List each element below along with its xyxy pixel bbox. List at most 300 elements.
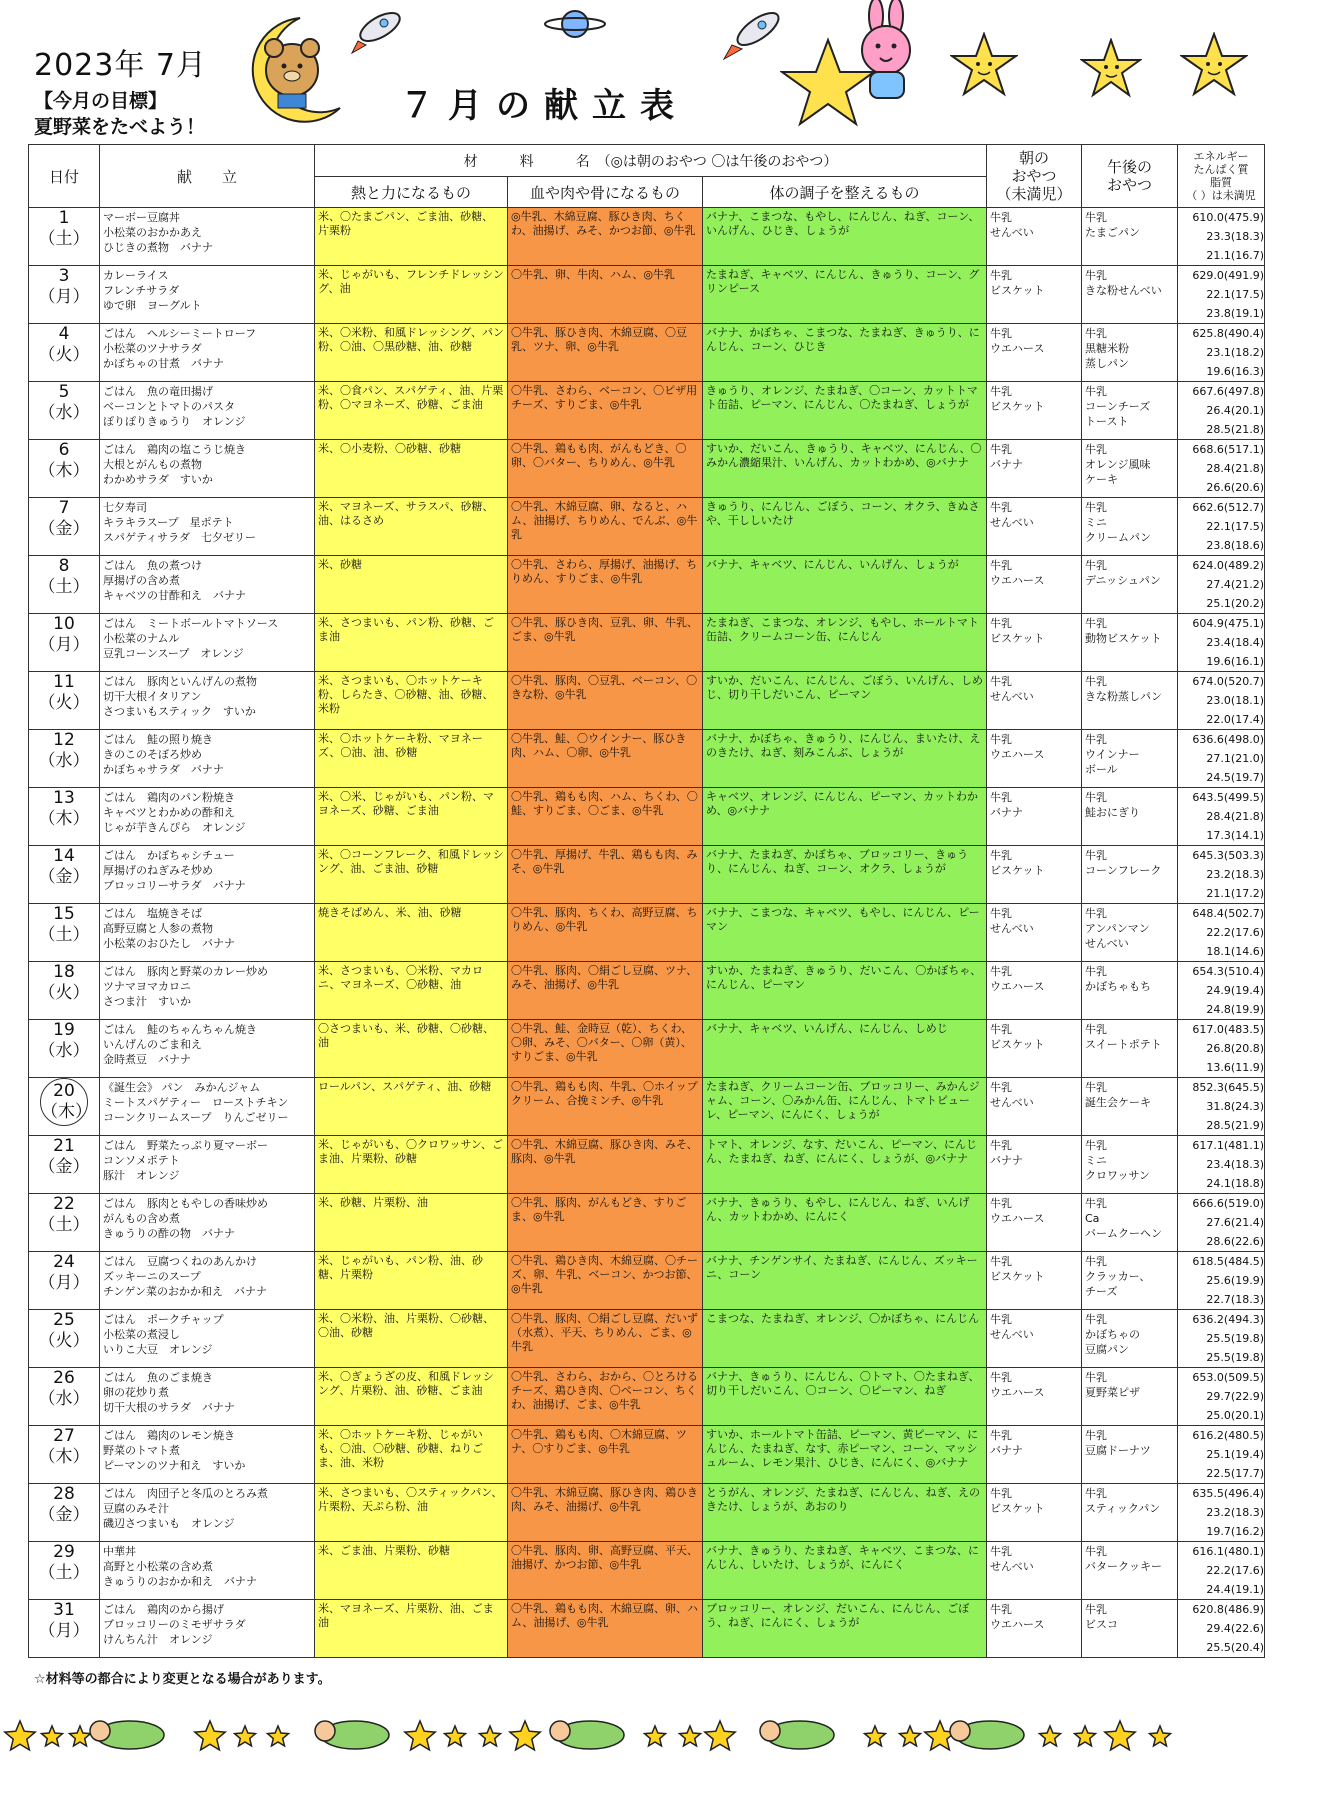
date-cell: [29, 730, 100, 788]
table-row: [29, 324, 1265, 382]
date-cell: [29, 266, 100, 324]
blood-foods-text: 〇牛乳、木綿豆腐、豚ひき肉、みそ、豚肉、◎牛乳: [511, 1138, 698, 1165]
body-foods-cell: [703, 904, 987, 962]
fat-value: 24.1(18.8): [1206, 1177, 1264, 1190]
table-row: [29, 1310, 1265, 1368]
morning-snack-text: 牛乳 バナナ: [990, 1139, 1023, 1167]
afternoon-snack-text: 牛乳 アンパンマン せんべい: [1085, 907, 1150, 950]
col-energy-header: 熱と力になるもの: [315, 177, 508, 208]
rocket-icon: [350, 5, 410, 55]
table-row: [29, 788, 1265, 846]
menu-cell: [100, 1136, 315, 1194]
day-of-week: （火）: [38, 693, 90, 713]
blood-foods-text: 〇牛乳、さわら、おから、〇とろけるチーズ、鶏ひき肉、〇ベーコン、ちくわ、油揚げ、ごま、◎牛乳: [511, 1370, 698, 1411]
date-cell: [29, 672, 100, 730]
protein-value: 27.1(21.0): [1206, 752, 1264, 765]
protein-value: 22.2(17.6): [1206, 1564, 1264, 1577]
energy-foods-cell: [315, 672, 508, 730]
energy-foods-cell: [315, 1136, 508, 1194]
afternoon-snack-cell: [1082, 556, 1178, 614]
fat-value: 22.0(17.4): [1206, 713, 1264, 726]
afternoon-snack-cell: [1082, 1136, 1178, 1194]
blood-foods-text: 〇牛乳、豚ひき肉、木綿豆腐、〇豆乳、ツナ、卵、◎牛乳: [511, 326, 687, 353]
morning-snack-text: 牛乳 ウエハース: [990, 1603, 1045, 1631]
blood-foods-text: 〇牛乳、豚肉、卵、高野豆腐、平天、油揚げ、かつお節、◎牛乳: [511, 1544, 698, 1571]
morning-snack-cell: [987, 614, 1082, 672]
table-row: [29, 1542, 1265, 1600]
body-foods-text: バナナ、キャベツ、いんげん、にんじん、しめじ: [706, 1022, 948, 1035]
menu-text: ごはん 豚肉といんげんの煮物 切干大根イタリアン さつまいもスティック すいか: [103, 675, 257, 718]
afternoon-snack-text: 牛乳 かぼちゃもち: [1085, 965, 1151, 993]
menu-cell: [100, 1484, 315, 1542]
energy-foods-cell: [315, 1020, 508, 1078]
nutrition-cell: [1178, 382, 1265, 440]
blood-foods-text: 〇牛乳、鶏ひき肉、木綿豆腐、〇チーズ、卵、牛乳、ベーコン、かつお節、◎牛乳: [511, 1254, 698, 1295]
date-cell: [29, 1078, 100, 1136]
date-cell: [29, 1368, 100, 1426]
protein-value: 29.7(22.9): [1206, 1390, 1264, 1403]
blood-foods-text: 〇牛乳、鶏もも肉、木綿豆腐、卵、ハム、油揚げ、◎牛乳: [511, 1602, 698, 1629]
morning-snack-text: 牛乳 ビスケット: [990, 1255, 1045, 1283]
day-of-week: （水）: [38, 1041, 90, 1061]
body-foods-text: きゅうり、オレンジ、たまねぎ、〇コーン、カットトマト缶詰、ピーマン、にんじん、〇たまねぎ、しょうが: [706, 384, 978, 411]
afternoon-snack-cell: [1082, 440, 1178, 498]
energy-kcal: 624.0(489.2): [1192, 559, 1264, 572]
fat-value: 28.5(21.8): [1206, 423, 1264, 436]
goal-label: 【今月の目標】: [34, 90, 168, 112]
date-cell: [29, 614, 100, 672]
date-cell: [29, 208, 100, 266]
nutrition-cell: [1178, 1368, 1265, 1426]
energy-foods-cell: [315, 1194, 508, 1252]
afternoon-snack-text: 牛乳 スティックパン: [1085, 1487, 1161, 1515]
afternoon-snack-text: 牛乳 きな粉せんべい: [1085, 269, 1162, 297]
energy-foods-cell: [315, 614, 508, 672]
star-icon: [480, 1726, 501, 1746]
protein-value: 23.1(18.2): [1206, 346, 1264, 359]
body-foods-cell: [703, 1310, 987, 1368]
morning-snack-cell: [987, 730, 1082, 788]
body-foods-text: バナナ、きゅうり、にんじん、〇トマト、〇たまねぎ、切り干しだいこん、〇コーン、〇ピーマン、ねぎ: [706, 1370, 980, 1397]
protein-value: 29.4(22.6): [1206, 1622, 1264, 1635]
nutrition-cell: [1178, 440, 1265, 498]
day-of-week: （水）: [38, 751, 90, 771]
energy-foods-cell: [315, 1310, 508, 1368]
body-foods-text: バナナ、きゅうり、もやし、にんじん、ねぎ、いんげん、カットわかめ、にんにく: [706, 1196, 970, 1223]
menu-table: [28, 144, 1265, 1658]
afternoon-snack-text: 牛乳 鮭おにぎり: [1085, 791, 1140, 819]
date-cell: [29, 324, 100, 382]
blood-foods-cell: [508, 324, 703, 382]
blood-foods-cell: [508, 498, 703, 556]
body-foods-text: トマト、オレンジ、なす、だいこん、ピーマン、にんじん、たまねぎ、ねぎ、にんにく、しょうが、◎バナナ: [706, 1138, 978, 1165]
day-of-week: （水）: [38, 403, 90, 423]
nutrition-cell: [1178, 672, 1265, 730]
fat-value: 22.5(17.7): [1206, 1467, 1264, 1480]
nutrition-cell: [1178, 208, 1265, 266]
body-foods-text: バナナ、こまつな、キャベツ、もやし、にんじん、ピーマン: [706, 906, 980, 933]
morning-snack-text: 牛乳 バナナ: [990, 1429, 1023, 1457]
day-number: 28: [53, 1484, 75, 1504]
body-foods-text: バナナ、こまつな、もやし、にんじん、ねぎ、コーン、いんげん、ひじき、しょうが: [706, 210, 980, 237]
blood-foods-cell: [508, 208, 703, 266]
day-number: 10: [53, 614, 75, 634]
morning-snack-text: 牛乳 ウエハース: [990, 559, 1045, 587]
afternoon-snack-text: 牛乳 Ca バームクーヘン: [1085, 1197, 1162, 1240]
body-foods-cell: [703, 324, 987, 382]
blood-foods-text: 〇牛乳、鶏もも肉、牛乳、〇ホイップクリーム、合挽ミンチ、◎牛乳: [511, 1080, 698, 1107]
fat-value: 28.6(22.6): [1206, 1235, 1264, 1248]
day-number: 6: [58, 440, 70, 460]
col-morning-snack-header: 朝の おやつ （未満児）: [987, 145, 1082, 208]
energy-foods-cell: [315, 730, 508, 788]
star-icon: [510, 1721, 540, 1750]
menu-text: 七夕寿司 キラキラスープ 星ポテト スパゲティサラダ 七夕ゼリー: [103, 501, 257, 544]
morning-snack-cell: [987, 788, 1082, 846]
fat-value: 25.5(19.8): [1206, 1351, 1264, 1364]
menu-text: ごはん 鶏肉の塩こうじ焼き 大根とがんもの煮物 わかめサラダ すいか: [103, 443, 246, 486]
body-foods-cell: [703, 1136, 987, 1194]
day-of-week: （火）: [38, 983, 90, 1003]
energy-kcal: 643.5(499.5): [1192, 791, 1264, 804]
body-foods-text: バナナ、かぼちゃ、きゅうり、にんじん、まいたけ、えのきたけ、ねぎ、刻みこんぶ、しょうが: [706, 732, 981, 759]
menu-text: ごはん かぼちゃシチュー 厚揚げのねぎみそ炒め ブロッコリーサラダ バナナ: [103, 849, 246, 892]
protein-value: 26.8(20.8): [1206, 1042, 1264, 1055]
day-of-week: （木）: [41, 1102, 92, 1122]
energy-foods-text: 米、じゃがいも、パン粉、油、砂糖、片栗粉: [318, 1254, 483, 1281]
morning-snack-cell: [987, 382, 1082, 440]
blood-foods-text: 〇牛乳、さわら、厚揚げ、油揚げ、ちりめん、すりごま、◎牛乳: [511, 558, 698, 585]
afternoon-snack-text: 牛乳 コーンチーズ トースト: [1085, 385, 1151, 428]
date-cell: [29, 382, 100, 440]
table-row: [29, 846, 1265, 904]
day-number: 27: [53, 1426, 75, 1446]
menu-cell: [100, 1426, 315, 1484]
table-row: [29, 498, 1265, 556]
menu-text: ごはん 鶏肉のから揚げ ブロッコリーのミモザサラダ けんちん汁 オレンジ: [103, 1603, 246, 1646]
fat-value: 21.1(16.7): [1206, 249, 1264, 262]
afternoon-snack-text: 牛乳 夏野菜ピザ: [1085, 1371, 1140, 1399]
date-cell: [29, 846, 100, 904]
menu-cell: [100, 846, 315, 904]
day-of-week: （水）: [38, 1389, 90, 1409]
afternoon-snack-cell: [1082, 1426, 1178, 1484]
morning-snack-cell: [987, 1194, 1082, 1252]
energy-kcal: 662.6(512.7): [1192, 501, 1264, 514]
day-number: 11: [53, 672, 75, 692]
protein-value: 23.2(18.3): [1206, 868, 1264, 881]
energy-kcal: 666.6(519.0): [1192, 1197, 1264, 1210]
energy-foods-cell: [315, 1078, 508, 1136]
body-foods-text: たまねぎ、クリームコーン缶、ブロッコリー、みかんジャム、コーン、〇みかん缶、にんじん、トマトピューレ、ピーマン、にんにく、しょうが: [706, 1080, 980, 1121]
fat-value: 18.1(14.6): [1206, 945, 1264, 958]
afternoon-snack-cell: [1082, 614, 1178, 672]
energy-foods-text: 米、〇米粉、和風ドレッシング、パン粉、〇油、〇黒砂糖、油、砂糖: [318, 326, 504, 353]
body-foods-cell: [703, 440, 987, 498]
blood-foods-text: 〇牛乳、豚肉、〇絹ごし豆腐、ツナ、みそ、油揚げ、◎牛乳: [511, 964, 698, 991]
afternoon-snack-text: 牛乳 バタークッキー: [1085, 1545, 1162, 1573]
blood-foods-text: 〇牛乳、豚肉、〇豆乳、ベーコン、〇きな粉、◎牛乳: [511, 674, 698, 701]
menu-cell: [100, 382, 315, 440]
day-number: 21: [53, 1136, 75, 1156]
protein-value: 23.0(18.1): [1206, 694, 1264, 707]
afternoon-snack-cell: [1082, 1078, 1178, 1136]
afternoon-snack-cell: [1082, 324, 1178, 382]
body-foods-text: きゅうり、にんじん、ごぼう、コーン、オクラ、きぬさや、干ししいたけ: [706, 500, 980, 527]
fat-value: 26.6(20.6): [1206, 481, 1264, 494]
day-number: 12: [53, 730, 75, 750]
energy-foods-text: 米、〇たまごパン、ごま油、砂糖、片栗粉: [318, 210, 494, 237]
morning-snack-cell: [987, 846, 1082, 904]
fat-value: 19.6(16.3): [1206, 365, 1264, 378]
blood-foods-cell: [508, 1542, 703, 1600]
blood-foods-text: 〇牛乳、木綿豆腐、卵、なると、ハム、油揚げ、ちりめん、でんぶ、◎牛乳: [511, 500, 698, 541]
day-of-week: （木）: [38, 1447, 90, 1467]
date-cell: [29, 1136, 100, 1194]
body-foods-cell: [703, 788, 987, 846]
energy-foods-cell: [315, 1252, 508, 1310]
menu-text: ごはん 魚の竜田揚げ ベーコンとトマトのパスタ ぽりぽりきゅうり オレンジ: [103, 385, 246, 428]
morning-snack-cell: [987, 1542, 1082, 1600]
rabbit-star-icon: [780, 0, 940, 130]
col-ingredients-header: 材 料 名 （◎は朝のおやつ 〇は午後のおやつ）: [315, 145, 987, 177]
morning-snack-text: 牛乳 ウエハース: [990, 965, 1045, 993]
morning-snack-cell: [987, 324, 1082, 382]
afternoon-snack-cell: [1082, 904, 1178, 962]
child-head-icon: [550, 1721, 570, 1741]
morning-snack-text: 牛乳 ウエハース: [990, 327, 1045, 355]
nutrition-cell: [1178, 498, 1265, 556]
menu-text: ごはん 鮭の照り焼き きのこのそぼろ炒め かぼちゃサラダ バナナ: [103, 733, 224, 776]
day-of-week: （金）: [38, 1157, 90, 1177]
body-foods-text: バナナ、かぼちゃ、こまつな、たまねぎ、きゅうり、にんじん、コーン、ひじき: [706, 326, 980, 353]
blood-foods-text: 〇牛乳、鮭、金時豆（乾）、ちくわ、〇卵、みそ、〇バター、〇卵（黄）、すりごま、◎牛乳: [511, 1022, 693, 1063]
blood-foods-cell: [508, 614, 703, 672]
child-star-border-icon: [0, 1705, 1330, 1765]
blood-foods-cell: [508, 1368, 703, 1426]
energy-kcal: 654.3(510.4): [1192, 965, 1264, 978]
nutrition-cell: [1178, 614, 1265, 672]
energy-foods-cell: [315, 1542, 508, 1600]
day-of-week: （木）: [38, 461, 90, 481]
energy-kcal: 636.6(498.0): [1192, 733, 1264, 746]
date-cell: [29, 556, 100, 614]
energy-kcal: 617.1(481.1): [1192, 1139, 1264, 1152]
day-of-week: （火）: [38, 1331, 90, 1351]
table-row: [29, 1426, 1265, 1484]
afternoon-snack-text: 牛乳 きな粉蒸しパン: [1085, 675, 1162, 703]
nutrition-cell: [1178, 1194, 1265, 1252]
menu-cell: [100, 498, 315, 556]
protein-value: 25.6(19.9): [1206, 1274, 1264, 1287]
table-row: [29, 1368, 1265, 1426]
child-head-icon: [950, 1721, 970, 1741]
date-cell: [29, 1310, 100, 1368]
nutrition-cell: [1178, 730, 1265, 788]
body-foods-cell: [703, 1368, 987, 1426]
afternoon-snack-cell: [1082, 730, 1178, 788]
morning-snack-text: 牛乳 せんべい: [990, 675, 1034, 703]
fat-value: 23.8(18.6): [1206, 539, 1264, 552]
birthday-circle: [40, 1078, 92, 1126]
morning-snack-text: 牛乳 ビスケット: [990, 1023, 1045, 1051]
body-foods-text: たまねぎ、キャベツ、にんじん、きゅうり、コーン、グリンピース: [706, 268, 980, 295]
morning-snack-text: 牛乳 ウエハース: [990, 733, 1045, 761]
blood-foods-cell: [508, 788, 703, 846]
page-title: ７月の献立表: [400, 86, 688, 126]
body-foods-cell: [703, 614, 987, 672]
afternoon-snack-text: 牛乳 黒糖米粉 蒸しパン: [1085, 327, 1129, 370]
body-foods-text: とうがん、オレンジ、たまねぎ、にんじん、ねぎ、えのきたけ、しょうが、あおのり: [706, 1486, 981, 1513]
nutrition-cell: [1178, 788, 1265, 846]
energy-foods-cell: [315, 788, 508, 846]
menu-cell: [100, 208, 315, 266]
afternoon-snack-cell: [1082, 498, 1178, 556]
protein-value: 24.9(19.4): [1206, 984, 1264, 997]
protein-value: 23.4(18.3): [1206, 1158, 1264, 1171]
morning-snack-text: 牛乳 ウエハース: [990, 1197, 1045, 1225]
date-cell: [29, 962, 100, 1020]
protein-value: 31.8(24.3): [1206, 1100, 1264, 1113]
blood-foods-text: ◎牛乳、木綿豆腐、豚ひき肉、ちくわ、油揚げ、みそ、かつお節、◎牛乳: [511, 210, 696, 237]
smiling-star-icon: [1180, 32, 1248, 100]
menu-text: ごはん 鶏肉のレモン焼き 野菜のトマト煮 ピーマンのツナ和え すいか: [103, 1429, 246, 1472]
protein-value: 23.4(18.4): [1206, 636, 1264, 649]
nutrition-cell: [1178, 1078, 1265, 1136]
star-icon: [268, 1726, 289, 1746]
col-body-header: 体の調子を整えるもの: [703, 177, 987, 208]
blood-foods-cell: [508, 440, 703, 498]
energy-foods-cell: [315, 266, 508, 324]
afternoon-snack-cell: [1082, 1194, 1178, 1252]
body-foods-cell: [703, 498, 987, 556]
afternoon-snack-cell: [1082, 1368, 1178, 1426]
col-afternoon-snack-header: 午後の おやつ: [1082, 145, 1178, 208]
blood-foods-text: 〇牛乳、鶏もも肉、がんもどき、〇卵、〇バター、ちりめん、◎牛乳: [511, 442, 687, 469]
afternoon-snack-text: 牛乳 ミニ クリームパン: [1085, 501, 1151, 544]
energy-kcal: 616.1(480.1): [1192, 1545, 1264, 1558]
afternoon-snack-cell: [1082, 1542, 1178, 1600]
day-number: 20: [53, 1081, 75, 1101]
col-menu-header: 献 立: [100, 145, 315, 208]
energy-kcal: 852.3(645.5): [1192, 1081, 1264, 1094]
blood-foods-cell: [508, 1136, 703, 1194]
fat-value: 22.7(18.3): [1206, 1293, 1264, 1306]
menu-text: マーボー豆腐丼 小松菜のおかかあえ ひじきの煮物 バナナ: [103, 211, 213, 254]
energy-foods-text: 米、〇食パン、スパゲティ、油、片栗粉、〇マヨネーズ、砂糖、ごま油: [318, 384, 504, 411]
menu-cell: [100, 1600, 315, 1658]
star-icon: [865, 1726, 886, 1746]
day-of-week: （火）: [38, 345, 90, 365]
day-number: 13: [53, 788, 75, 808]
menu-text: 中華丼 高野と小松菜の含め煮 きゅうりのおかか和え バナナ: [103, 1545, 257, 1588]
body-foods-cell: [703, 1426, 987, 1484]
table-row: [29, 1252, 1265, 1310]
nutrition-cell: [1178, 1600, 1265, 1658]
blood-foods-cell: [508, 1252, 703, 1310]
body-foods-text: たまねぎ、こまつな、オレンジ、もやし、ホールトマト缶詰、クリームコーン缶、にんじん: [706, 616, 979, 643]
star-icon: [70, 1726, 91, 1746]
fat-value: 25.1(20.2): [1206, 597, 1264, 610]
afternoon-snack-cell: [1082, 672, 1178, 730]
fat-value: 25.5(20.4): [1206, 1641, 1264, 1654]
menu-cell: [100, 1194, 315, 1252]
morning-snack-text: 牛乳 せんべい: [990, 907, 1034, 935]
morning-snack-cell: [987, 1600, 1082, 1658]
day-of-week: （月）: [38, 287, 90, 307]
body-foods-text: バナナ、キャベツ、にんじん、いんげん、しょうが: [706, 558, 959, 571]
energy-foods-text: 米、さつまいも、〇ホットケーキ粉、しらたき、〇砂糖、油、砂糖、米粉: [318, 674, 494, 715]
table-row: [29, 440, 1265, 498]
body-foods-cell: [703, 962, 987, 1020]
blood-foods-cell: [508, 1484, 703, 1542]
morning-snack-cell: [987, 266, 1082, 324]
child-head-icon: [90, 1721, 110, 1741]
morning-snack-text: 牛乳 ビスケット: [990, 1487, 1045, 1515]
morning-snack-cell: [987, 672, 1082, 730]
blood-foods-text: 〇牛乳、さわら、ベーコン、〇ピザ用チーズ、すりごま、◎牛乳: [511, 384, 698, 411]
protein-value: 28.4(21.8): [1206, 810, 1264, 823]
energy-foods-cell: [315, 498, 508, 556]
energy-foods-text: 米、〇米粉、油、片栗粉、〇砂糖、〇油、砂糖: [318, 1312, 494, 1339]
morning-snack-cell: [987, 962, 1082, 1020]
star-icon: [235, 1726, 256, 1746]
star-icon: [1105, 1721, 1135, 1750]
morning-snack-cell: [987, 440, 1082, 498]
star-icon: [5, 1721, 35, 1750]
morning-snack-text: 牛乳 せんべい: [990, 211, 1034, 239]
energy-foods-text: 米、砂糖、片栗粉、油: [318, 1196, 428, 1209]
afternoon-snack-cell: [1082, 788, 1178, 846]
afternoon-snack-cell: [1082, 846, 1178, 904]
blood-foods-cell: [508, 1310, 703, 1368]
menu-cell: [100, 266, 315, 324]
body-foods-cell: [703, 208, 987, 266]
energy-foods-text: 米、〇コーンフレーク、和風ドレッシング、油、ごま油、砂糖: [318, 848, 504, 875]
afternoon-snack-cell: [1082, 1484, 1178, 1542]
blood-foods-cell: [508, 1194, 703, 1252]
day-number: 19: [53, 1020, 75, 1040]
date-cell: [29, 498, 100, 556]
smiling-star-icon: [950, 32, 1018, 100]
afternoon-snack-cell: [1082, 962, 1178, 1020]
body-foods-cell: [703, 556, 987, 614]
star-icon: [680, 1726, 701, 1746]
table-row: [29, 208, 1265, 266]
star-icon: [705, 1721, 735, 1750]
energy-foods-text: 米、じゃがいも、〇クロワッサン、ごま油、片栗粉、砂糖: [318, 1138, 504, 1165]
child-head-icon: [315, 1721, 335, 1741]
protein-value: 25.1(19.4): [1206, 1448, 1264, 1461]
morning-snack-text: 牛乳 せんべい: [990, 501, 1034, 529]
morning-snack-text: 牛乳 ビスケット: [990, 617, 1045, 645]
day-of-week: （土）: [38, 1563, 90, 1583]
protein-value: 23.2(18.3): [1206, 1506, 1264, 1519]
energy-kcal: 645.3(503.3): [1192, 849, 1264, 862]
date-cell: [29, 440, 100, 498]
morning-snack-text: 牛乳 ビスケット: [990, 269, 1045, 297]
col-blood-header: 血や肉や骨になるもの: [508, 177, 703, 208]
body-foods-text: すいか、だいこん、きゅうり、キャベツ、にんじん、〇みかん濃縮果汁、いんげん、カットわかめ、◎バナナ: [706, 442, 982, 469]
morning-snack-cell: [987, 1368, 1082, 1426]
menu-text: ごはん ミートボールトマトソース 小松菜のナムル 豆乳コーンスープ オレンジ: [103, 617, 279, 660]
day-number: 15: [53, 904, 75, 924]
body-foods-text: バナナ、チンゲンサイ、たまねぎ、にんじん、ズッキーニ、コーン: [706, 1254, 978, 1281]
energy-kcal: 604.9(475.1): [1192, 617, 1264, 630]
energy-kcal: 620.8(486.9): [1192, 1603, 1264, 1616]
afternoon-snack-text: 牛乳 ウインナー ボール: [1085, 733, 1140, 776]
planet-icon: [540, 6, 610, 42]
